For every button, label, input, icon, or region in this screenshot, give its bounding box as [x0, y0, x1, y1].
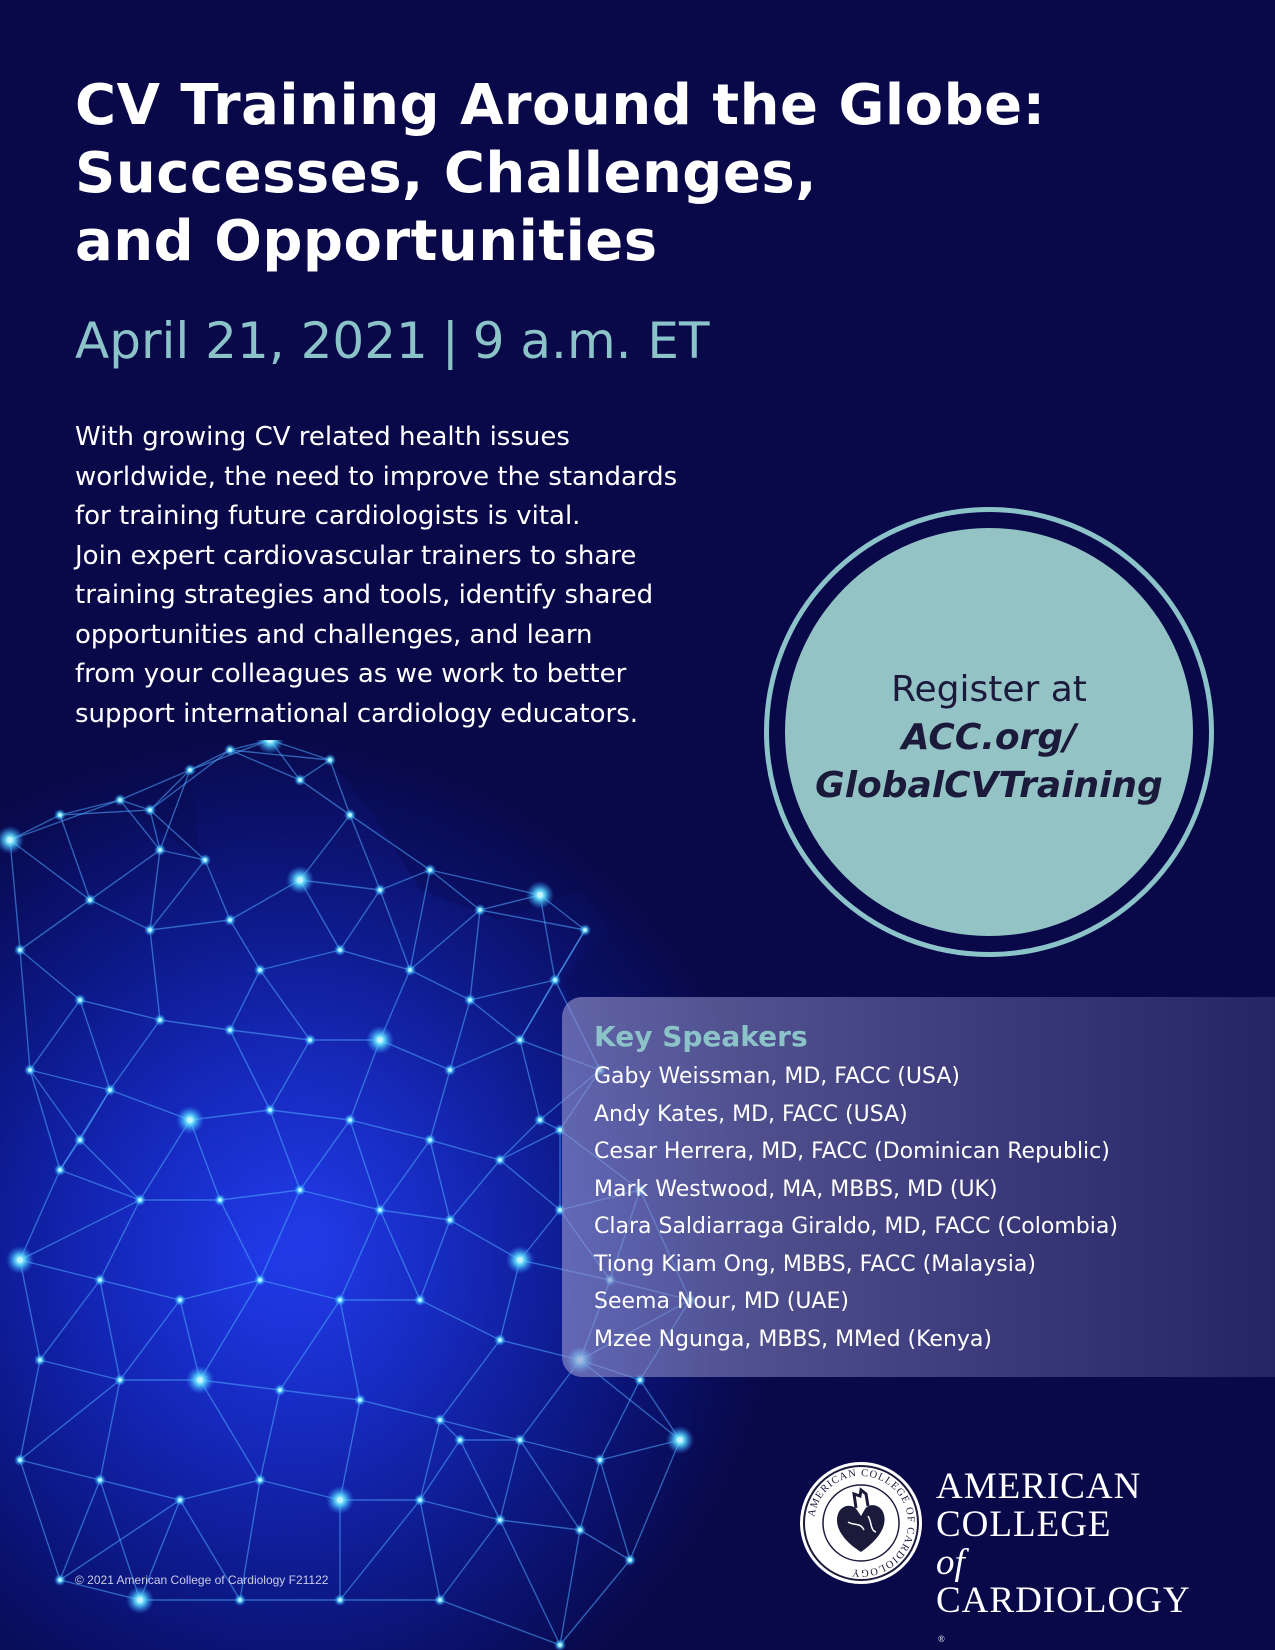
title-line: CV Training Around the Globe: — [75, 73, 1046, 138]
speaker-item: Gaby Weissman, MD, FACC (USA) — [594, 1064, 960, 1089]
description-line: Join expert cardiovascular trainers to share — [75, 540, 637, 571]
copyright-notice: © 2021 American College of Cardiology F21122 — [75, 1573, 329, 1587]
org-name-line — [936, 1582, 1191, 1650]
date-time-separator: | — [441, 312, 459, 370]
event-description — [75, 418, 795, 734]
org-name-college: COLLEGE — [936, 1504, 1112, 1545]
speaker-item: Cesar Herrera, MD, FACC (Dominican Republic) — [594, 1139, 1110, 1164]
org-name-of: of — [936, 1542, 965, 1583]
org-name-line: AMERICAN — [936, 1466, 1142, 1507]
speaker-item: Mark Westwood, MA, MBBS, MD (UK) — [594, 1176, 998, 1202]
acc-seal-logo-icon — [798, 1460, 924, 1586]
description-line: support international cardiology educators. — [75, 698, 639, 729]
event-title — [75, 72, 1225, 276]
speaker-item: Mzee Ngunga, MBBS, MMed (Kenya) — [594, 1326, 992, 1352]
register-url-line: ACC.org/ — [901, 717, 1077, 758]
description-line: With growing CV related health issues — [75, 422, 570, 452]
register-circle — [785, 528, 1193, 936]
description-line: opportunities and challenges, and learn — [75, 619, 593, 650]
description-line: for training future cardiologists is vital. — [75, 501, 581, 531]
speaker-item: Tiong Kiam Ong, MBBS, FACC (Malaysia) — [594, 1251, 1036, 1277]
register-lead-text: Register at — [891, 669, 1087, 710]
register-url-line: GlobalCVTraining — [815, 765, 1163, 806]
speaker-item: Seema Nour, MD (UAE) — [594, 1289, 849, 1314]
seal-text: AMERICAN COLLEGE OF CARDIOLOGY — [806, 1467, 917, 1579]
description-line: worldwide, the need to improve the standards — [75, 461, 678, 492]
organization-name — [936, 1468, 1191, 1650]
description-line: from your colleagues as we work to better — [75, 659, 627, 689]
speaker-item: Clara Saldiarraga Giraldo, MD, FACC (Colombia) — [594, 1214, 1118, 1239]
org-name-cardiology: CARDIOLOGY — [936, 1580, 1191, 1621]
title-line: Successes, Challenges, — [75, 141, 817, 206]
event-time: 9 a.m. ET — [472, 312, 710, 370]
event-date: April 21, 2021 — [75, 312, 428, 370]
title-line: and Opportunities — [75, 209, 658, 274]
key-speakers-heading: Key Speakers — [594, 1020, 808, 1053]
event-datetime — [75, 306, 710, 376]
register-link[interactable] — [785, 714, 1193, 810]
org-name-line — [936, 1506, 1191, 1582]
key-speakers-panel — [562, 997, 1275, 1377]
description-line: training strategies and tools, identify shared — [75, 580, 654, 610]
speaker-item: Andy Kates, MD, FACC (USA) — [594, 1101, 908, 1127]
key-speakers-list — [594, 1058, 1118, 1358]
registered-mark: ® — [938, 1634, 946, 1644]
